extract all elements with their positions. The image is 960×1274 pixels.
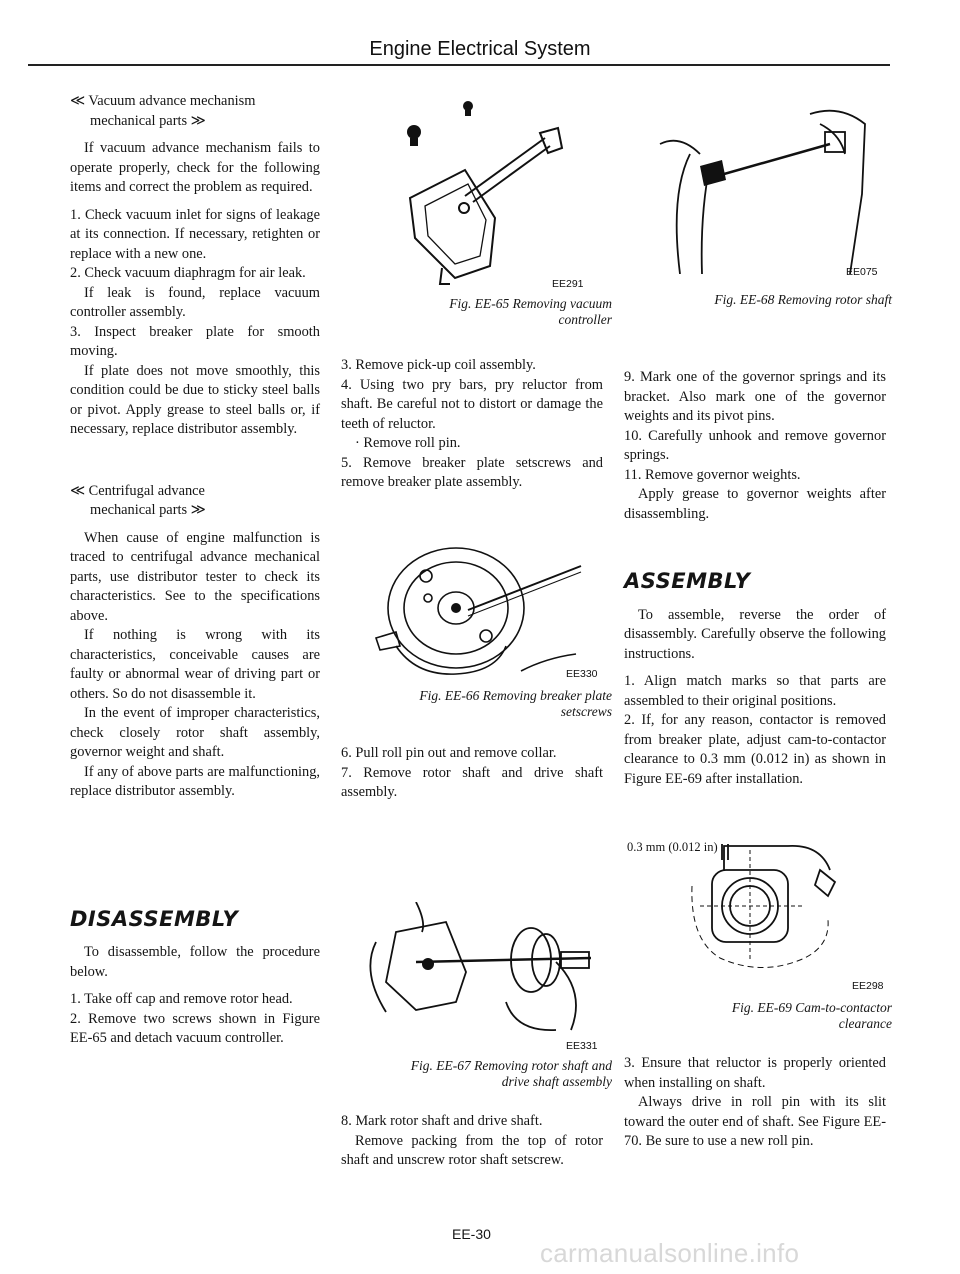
vacuum-subheading-line1: ≪ Vacuum advance mechanism [70,93,256,109]
vacuum-step-3: 3. Inspect breaker plate for smooth moving. [70,323,320,359]
centrifugal-subheading-line2: mechanical parts ≫ [90,502,206,518]
assembly-step-2: 2. If, for any reason, contactor is removed from breaker plate, adjust cam-to-contactor clearance to 0.3 mm (0.012 in) as shown in Figure EE-69 after installation. [624,712,886,787]
centrifugal-subheading-line1: ≪ Centrifugal advance [70,482,205,499]
middle-column-text-2 [341,744,603,803]
figure-ee65-caption-line1: Fig. EE-65 Removing vacuum [449,296,612,311]
figure-ee65-code: EE291 [552,278,584,290]
assembly-intro: To assemble, reverse the order of disassembly. Carefully observe the following instructions. [624,606,886,662]
figure-ee68-rotor-shaft [640,94,890,274]
left-column [70,92,320,1049]
step-5: 5. Remove breaker plate setscrews and remove breaker plate assembly. [341,454,603,490]
figure-ee65-caption [360,296,612,328]
vacuum-step-2-note: If leak is found, replace vacuum controller assembly. [70,284,320,320]
figure-ee69-caption [660,1000,892,1032]
disassembly-heading: DISASSEMBLY [70,906,239,931]
step-8: 8. Mark rotor shaft and drive shaft. [341,1113,543,1129]
page-number: EE-30 [452,1226,491,1242]
disassembly-step-1: 1. Take off cap and remove rotor head. [70,991,293,1007]
figure-ee68-code: EE075 [846,266,878,278]
figure-ee66-caption-line1: Fig. EE-66 Removing breaker plate [419,688,612,703]
disassembly-step-2: 2. Remove two screws shown in Figure EE-65 and detach vacuum controller. [70,1010,320,1046]
vacuum-step-2: 2. Check vacuum diaphragm for air leak. [70,265,306,281]
figure-ee69-dimension-label: 0.3 mm (0.012 in) [627,840,718,854]
vacuum-step-1: 1. Check vacuum inlet for signs of leakage at its connection. If necessary, retighten or replace with a new one. [70,206,320,262]
figure-ee69-caption-line1: Fig. EE-69 Cam-to-contactor [731,1000,892,1015]
assembly-step-3: 3. Ensure that reluctor is properly oriented when installing on shaft. [624,1055,886,1091]
figure-ee66-caption-line2: setscrews [560,704,612,719]
vacuum-subheading [70,92,320,131]
figure-ee67-caption-line2: drive shaft assembly [501,1074,612,1089]
vacuum-subheading-line2: mechanical parts ≫ [90,112,206,129]
right-column-text-1 [624,368,886,789]
middle-column-text-1 [341,356,603,493]
vacuum-step-3-note: If plate does not move smoothly, this condition could be due to sticky steel balls or pivot. Apply grease to steel balls or, if necessary, replace distributor assembly. [70,362,320,437]
centrifugal-subheading [70,482,320,521]
centrifugal-para-1: When cause of engine malfunction is traced to centrifugal advance mechanical parts, use distributor tester to check its characteristics. See to the specifications above. [70,529,320,624]
step-4-note: · Remove roll pin. [355,435,461,451]
step-9: 9. Mark one of the governor springs and its bracket. Also mark one of the governor weights and its pivot pins. [624,369,886,424]
step-10: 10. Carefully unhook and remove governor springs. [624,427,886,463]
step-4: 4. Using two pry bars, pry reluctor from shaft. Be careful not to distort or damage the teeth of reluctor. [341,376,603,432]
centrifugal-para-3: In the event of improper characteristics, check closely rotor shaft assembly, governor weight and shaft. [70,705,320,760]
figure-ee65-vacuum-controller [370,88,600,288]
step-7: 7. Remove rotor shaft and drive shaft assembly. [341,764,603,800]
assembly-step-1: 1. Align match marks so that parts are assembled to their original positions. [624,673,886,709]
figure-ee67-code: EE331 [566,1040,598,1052]
figure-ee69-caption-line2: clearance [838,1016,892,1031]
figure-ee69-cam-contactor [670,830,870,980]
right-column-text-2 [624,1054,886,1152]
figure-ee69-code: EE298 [852,980,884,992]
step-11: 11. Remove governor weights. [624,466,801,483]
footer-watermark: carmanualsonline.info [540,1238,800,1268]
middle-column-text-3 [341,1112,603,1171]
vacuum-intro: If vacuum advance mechanism fails to operate properly, check for the following items and correct the problem as required. [70,140,320,195]
figure-ee66-caption [340,688,612,720]
header-rule [28,64,890,66]
figure-ee67-caption [330,1058,612,1090]
step-3: 3. Remove pick-up coil assembly. [341,357,536,373]
step-11-note: Apply grease to governor weights after disassembling. [624,486,886,522]
step-6: 6. Pull roll pin out and remove collar. [341,745,557,761]
page-header-title: Engine Electrical System [369,38,591,60]
figure-ee66-breaker-plate [356,526,586,686]
centrifugal-para-4: If any of above parts are malfunctioning, replace distributor assembly. [70,763,320,799]
figure-ee68-caption: Fig. EE-68 Removing rotor shaft [714,292,892,307]
disassembly-intro: To disassemble, follow the procedure below. [70,944,320,980]
centrifugal-para-2: If nothing is wrong with its characteristics, conceivable causes are faulty or abnormal wear of driving part or others. So do not disassemble it. [70,627,320,702]
figure-ee66-code: EE330 [566,668,598,680]
figure-ee65-caption-line2: controller [558,312,612,327]
assembly-step-3-note: Always drive in roll pin with its slit toward the outer end of shaft. See Figure EE-70. Be sure to use a new roll pin. [624,1094,886,1149]
figure-ee67-caption-line1: Fig. EE-67 Removing rotor shaft and [410,1058,612,1073]
assembly-heading: ASSEMBLY [624,569,751,593]
step-8-note: Remove packing from the top of rotor shaft and unscrew rotor shaft setscrew. [341,1132,603,1168]
figure-ee67-rotor-drive-shaft [356,902,596,1032]
